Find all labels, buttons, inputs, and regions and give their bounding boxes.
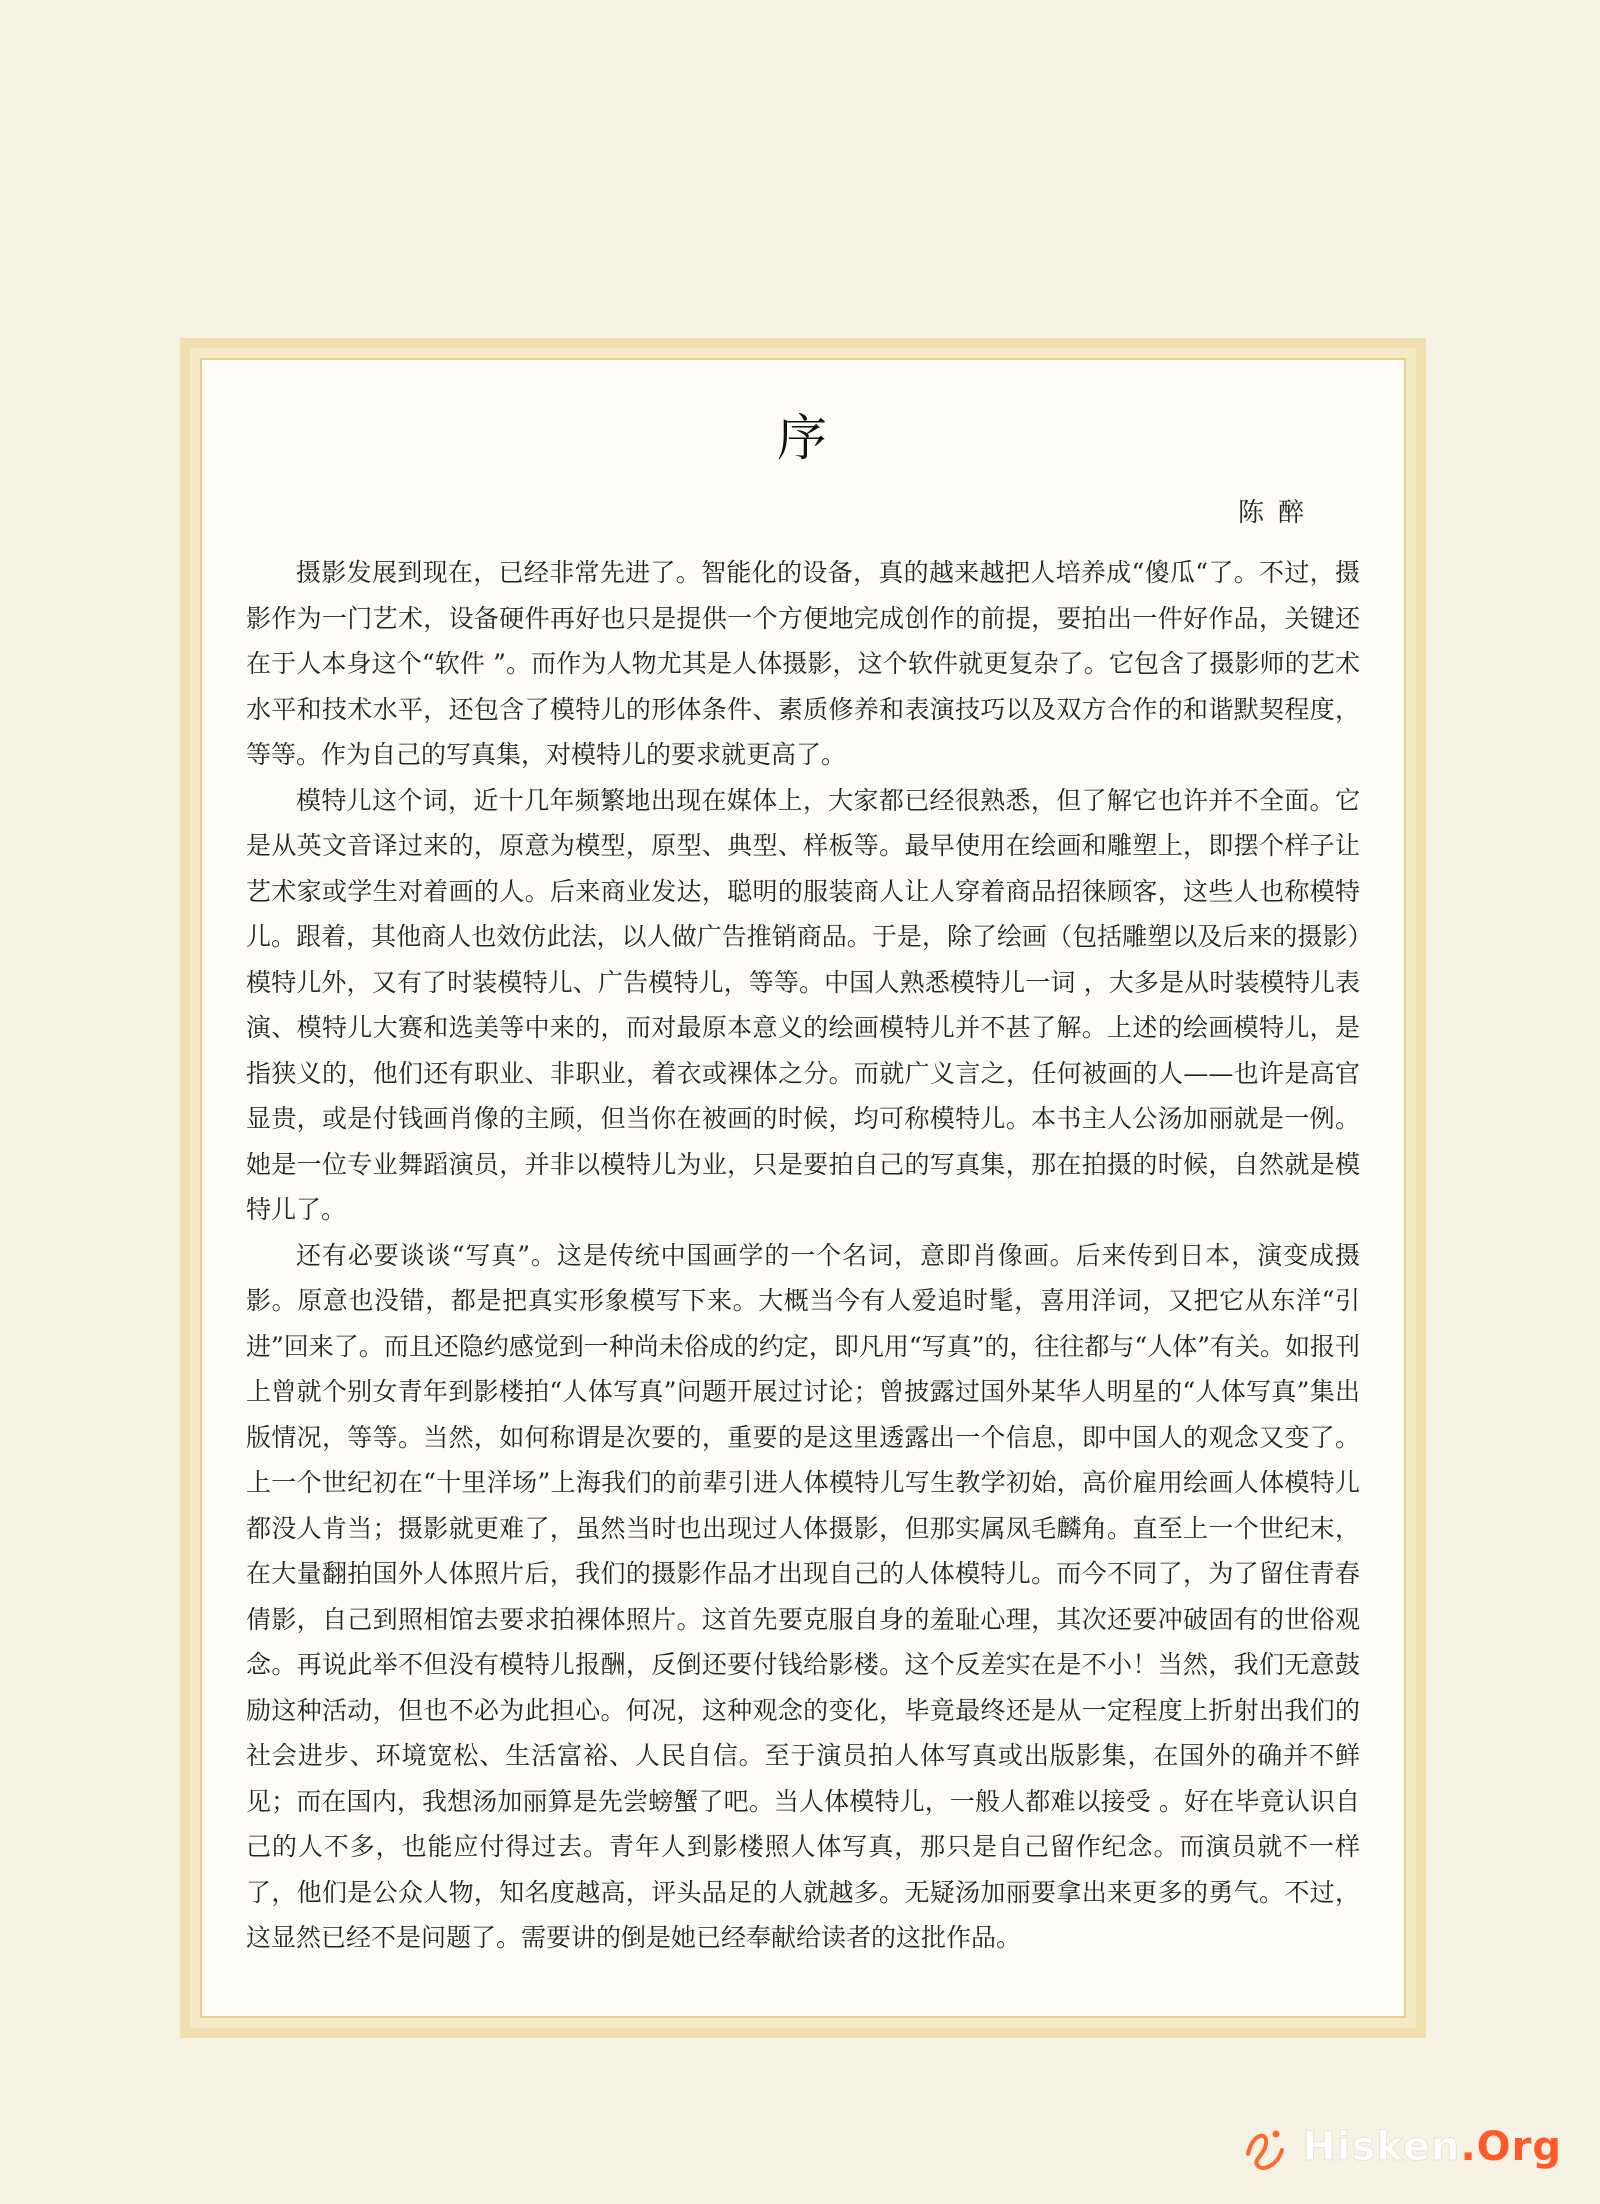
watermark-suffix: .Org <box>1460 2124 1562 2170</box>
watermark-main: Hisken <box>1302 2124 1461 2170</box>
content-panel <box>200 358 1406 2018</box>
paragraph-2: 模特儿这个词，近十几年频繁地出现在媒体上，大家都已经很熟悉，但了解它也许并不全面。它是从英文音译过来的，原意为模型，原型、典型、样板等。最早使用在绘画和雕塑上，即摆个样子让艺术家或学生对着画的人。后来商业发达，聪明的服装商人让人穿着商品招徕顾客，这些人也称模特儿。跟着，其他商人也效仿此法，以人做广告推销商品。于是，除了绘画（包括雕塑以及后来的摄影）模特儿外，又有了时装模特儿、广告模特儿，等等。中国人熟悉模特儿一词 ，大多是从时装模特儿表演、模特儿大赛和选美等中来的，而对最原本意义的绘画模特儿并不甚了解。上述的绘画模特儿，是指狭义的，他们还有职业、非职业，着衣或裸体之分。而就广义言之，任何被画的人——也许是高官显贵，或是付钱画肖像的主顾，但当你在被画的时候，均可称模特儿。本书主人公汤加丽就是一例。她是一位专业舞蹈演员，并非以模特儿为业，只是要拍自己的写真集，那在拍摄的时候，自然就是模特儿了。 <box>246 785 1360 1224</box>
decorative-frame <box>180 338 1426 2038</box>
paragraph-3: 还有必要谈谈“写真”。这是传统中国画学的一个名词，意即肖像画。后来传到日本，演变成摄影。原意也没错，都是把真实形象模写下来。大概当今有人爱追时髦，喜用洋词，又把它从东洋“引进”回来了。而且还隐约感觉到一种尚未俗成的约定，即凡用“写真”的，往往都与“人体”有关。如报刊上曾就个别女青年到影楼拍“人体写真”问题开展过讨论；曾披露过国外某华人明星的“人体写真”集出版情况，等等。当然，如何称谓是次要的，重要的是这里透露出一个信息，即中国人的观念又变了。上一个世纪初在“十里洋场”上海我们的前辈引进人体模特儿写生教学初始，高价雇用绘画人体模特儿都没人肯当；摄影就更难了，虽然当时也出现过人体摄影，但那实属凤毛麟角。直至上一个世纪末，在大量翻拍国外人体照片后，我们的摄影作品才出现自己的人体模特儿。而今不同了，为了留住青春倩影，自己到照相馆去要求拍裸体照片。这首先要克服自身的羞耻心理，其次还要冲破固有的世俗观念。再说此举不但没有模特儿报酬，反倒还要付钱给影楼。这个反差实在是不小！当然，我们无意鼓励这种活动，但也不必为此担心。何况，这种观念的变化，毕竟最终还是从一定程度上折射出我们的社会进步、环境宽松、生活富裕、人民自信。至于演员拍人体写真或出版影集，在国外的确并不鲜见；而在国内，我想汤加丽算是先尝螃蟹了吧。当人体模特儿，一般人都难以接受 。好在毕竟认识自己的人不多，也能应付得过去。青年人到影楼照人体写真，那只是自己留作纪念。而演员就不一样了，他们是公众人物，知名度越高，评头品足的人就越多。无疑汤加丽要拿出来更多的勇气。不过，这显然已经不是问题了。需要讲的倒是她已经奉献给读者的这批作品。 <box>246 1240 1360 1952</box>
paragraph-1: 摄影发展到现在，已经非常先进了。智能化的设备，真的越来越把人培养成“傻瓜“了。不过，摄影作为一门艺术，设备硬件再好也只是提供一个方便地完成创作的前提，要拍出一件好作品，关键还在于人本身这个“软件 ”。而作为人物尤其是人体摄影，这个软件就更复杂了。它包含了摄影师的艺术水平和技术水平，还包含了模特儿的形体条件、素质修养和表演技巧以及双方合作的和谐默契程度，等等。作为自己的写真集，对模特儿的要求就更高了。 <box>246 558 1360 769</box>
cursive-logo-icon <box>1238 2120 1292 2174</box>
author-name: 陈醉 <box>1237 498 1318 528</box>
preface-body <box>246 550 1360 1961</box>
watermark-text <box>1302 2124 1562 2170</box>
page-title: 序 <box>777 409 829 467</box>
watermark <box>1238 2120 1562 2174</box>
